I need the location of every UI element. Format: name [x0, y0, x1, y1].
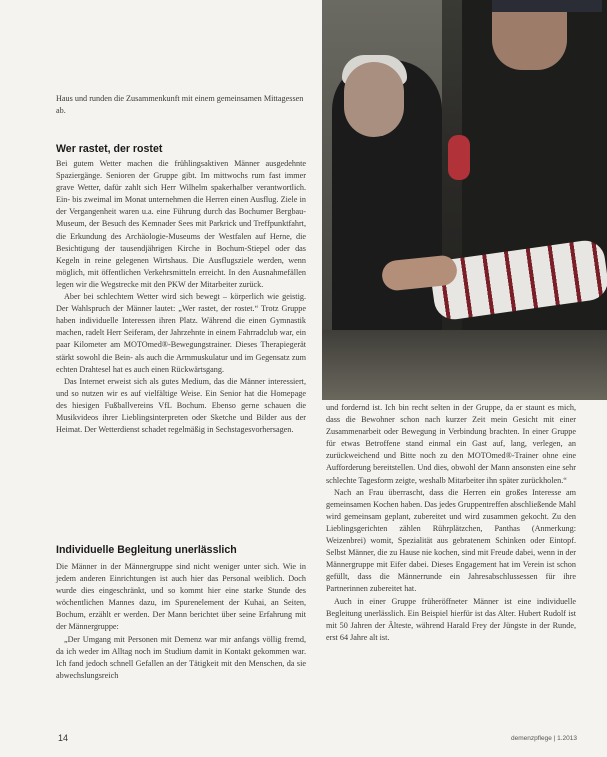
intro-text: Haus und runden die Zusammenkunft mit einem gemeinsamen Mittagessen ab. — [56, 94, 304, 116]
section-heading-wer-rastet: Wer rastet, der rostet — [56, 143, 163, 155]
paragraph: Bei gutem Wetter machen die frühlingsaktiven Männer ausgedehnte Spaziergänge. Senioren der Gruppe gibt. Im mittwochs rum fast immer grave Wetter, dafür zahlt sich Herr Wilhelm spakerhalber verantwortlich. Ein- bis zweimal im Monat unternehmen die Herren einen Ausflug. Ziele in der Vergangenheit waren u.a. eine Führung durch das Bochumer Bergbau-Museum, der Besuch des Kemnader Sees mit Parkrick und Treffpunktfahrt, die Erkundung des Archäologie-Museums der Westfalen auf Herne, die Besichtigung der tausendjährigen Kirche in Bochum-Stiepel oder das Kegeln in reine gelegenen Wirtshaus. Die Ausflugsziele werden, wenn möglich, mit öffentlichen Verkehrsmitteln erreicht. In den Ausnahmefällen legen wir die Wegstrecke mit den PKW der Mitarbeiter zurück. — [56, 159, 306, 289]
page-number: 14 — [58, 733, 69, 743]
section2-body — [56, 561, 306, 682]
right-column-body — [326, 402, 576, 644]
photo-men-group — [322, 0, 607, 400]
paragraph: Aber bei schlechtem Wetter wird sich bewegt – körperlich wie geistig. Der Wahlspruch der Männer lautet: „Wer rastet, der rostet.“ Trotz Gruppe haben individuelle Interessen ihren Platz. Während die einen Gymnastik machen, radelt Herr Seiferam, der Jahrzehnte in einem Fahrradclub war, ein paar Kilometer am MOTOmed®-Bewegungstrainer. Dieses Therapiegerät stärkt sowohl die Bein- als auch die Armmuskulatur und im Gegensatz zum echten Drahtesel hat es auch einen Rückwärtsgang. — [56, 292, 306, 374]
paragraph: Nach an Frau überrascht, dass die Herren ein großes Interesse am gemeinsamen Kochen haben. Das jedes Gruppentreffen abschließende Mahl wird gemeinsam geplant, zubereitet und wird zusammen gekocht. Zu den Lieblingsgerichten zählen Rührplätzchen, Panthas (Anmerkung: Weizenbrei) womit, Spezialität aus gebratenem Schinken oder Eintopf. Selbst Männer, die zu Hause nie kochen, sind mit Freude dabei, wenn in der Männergruppe mit Eifer dabei. Dieses Engagement hat im Verein ist schon gefüllt, dass die Männerrunde ein Jahresabschlussessen für ihre Partnerinnen zubereitet hat. — [326, 487, 576, 594]
paragraph: „Der Umgang mit Personen mit Demenz war mir anfangs völlig fremd, da ich weder im Alltag noch im Studium damit in Kontakt gekommen war. Ich fand jedoch schnell Gefallen an der Tätigkeit mit den Menschen, da sie abwechslungsreich — [56, 634, 306, 680]
paragraph: Das Internet erweist sich als gutes Medium, das die Männer interessiert, und so nutzen wir es auf vielfältige Weise. Ein Senior hat die Homepage des hiesigen Fußballvereins VfL Bochum. Ebenso gerne schauen die Musikvideos ihrer Lieblingsinterpreten oder Sketche und Bilder aus der Heimat. Der Wetterdienst schadet regelmäßig in Sechstagesvorhersagen. — [56, 376, 306, 435]
section1-body — [56, 158, 306, 436]
section-heading-individuelle-begleitung: Individuelle Begleitung unerlässlich — [56, 544, 237, 556]
paragraph: Die Männer in der Männergruppe sind nicht weniger unter sich. Wie in jedem anderen Einrichtungen ist auch hier das Personal weiblich. Doch wurde dies eingeschränkt, und so kommt hier eine starke Stunde des wöchentlichen Mannes dazu, im Spurenelement der Kuhai, an Seiten, Bochum, erzählt er werden. Der Mann berichtet über seine Erfahrung mit der Männergruppe: — [56, 562, 306, 632]
paragraph: Auch in einer Gruppe früheröffneter Männer ist eine individuelle Begleitung unerlässlich. Ein Beispiel hierfür ist das Alter. Hubert Rudolf ist mit 50 Jahren der Älteste, während Harald Frey der Jüngste in der Runde, erst 64 Jahre alt ist. — [326, 596, 576, 642]
publication-name: demenzpflege | 1.2013 — [510, 735, 577, 742]
paragraph: und fordernd ist. Ich bin recht selten in der Gruppe, da er staunt es mich, dass die Bewohner schon nach kurzer Zeit mein Gesicht mit einer Zusammenarbeit oder Bewegung in Verbindung brachten. In einer Gruppe für etwas Betroffene stand einmal ein Gast auf, lang, verlegen, an zurückweichend und Bitte noch zu den MOTOmed®-Trainer ohne eine Aufforderung bereitstellen. Und dies, obwohl der Mann ansonsten eine sehr schlechte Tagesform zeigte, weshalb Mitarbeiter ihn später zurückholen.“ — [326, 403, 576, 485]
